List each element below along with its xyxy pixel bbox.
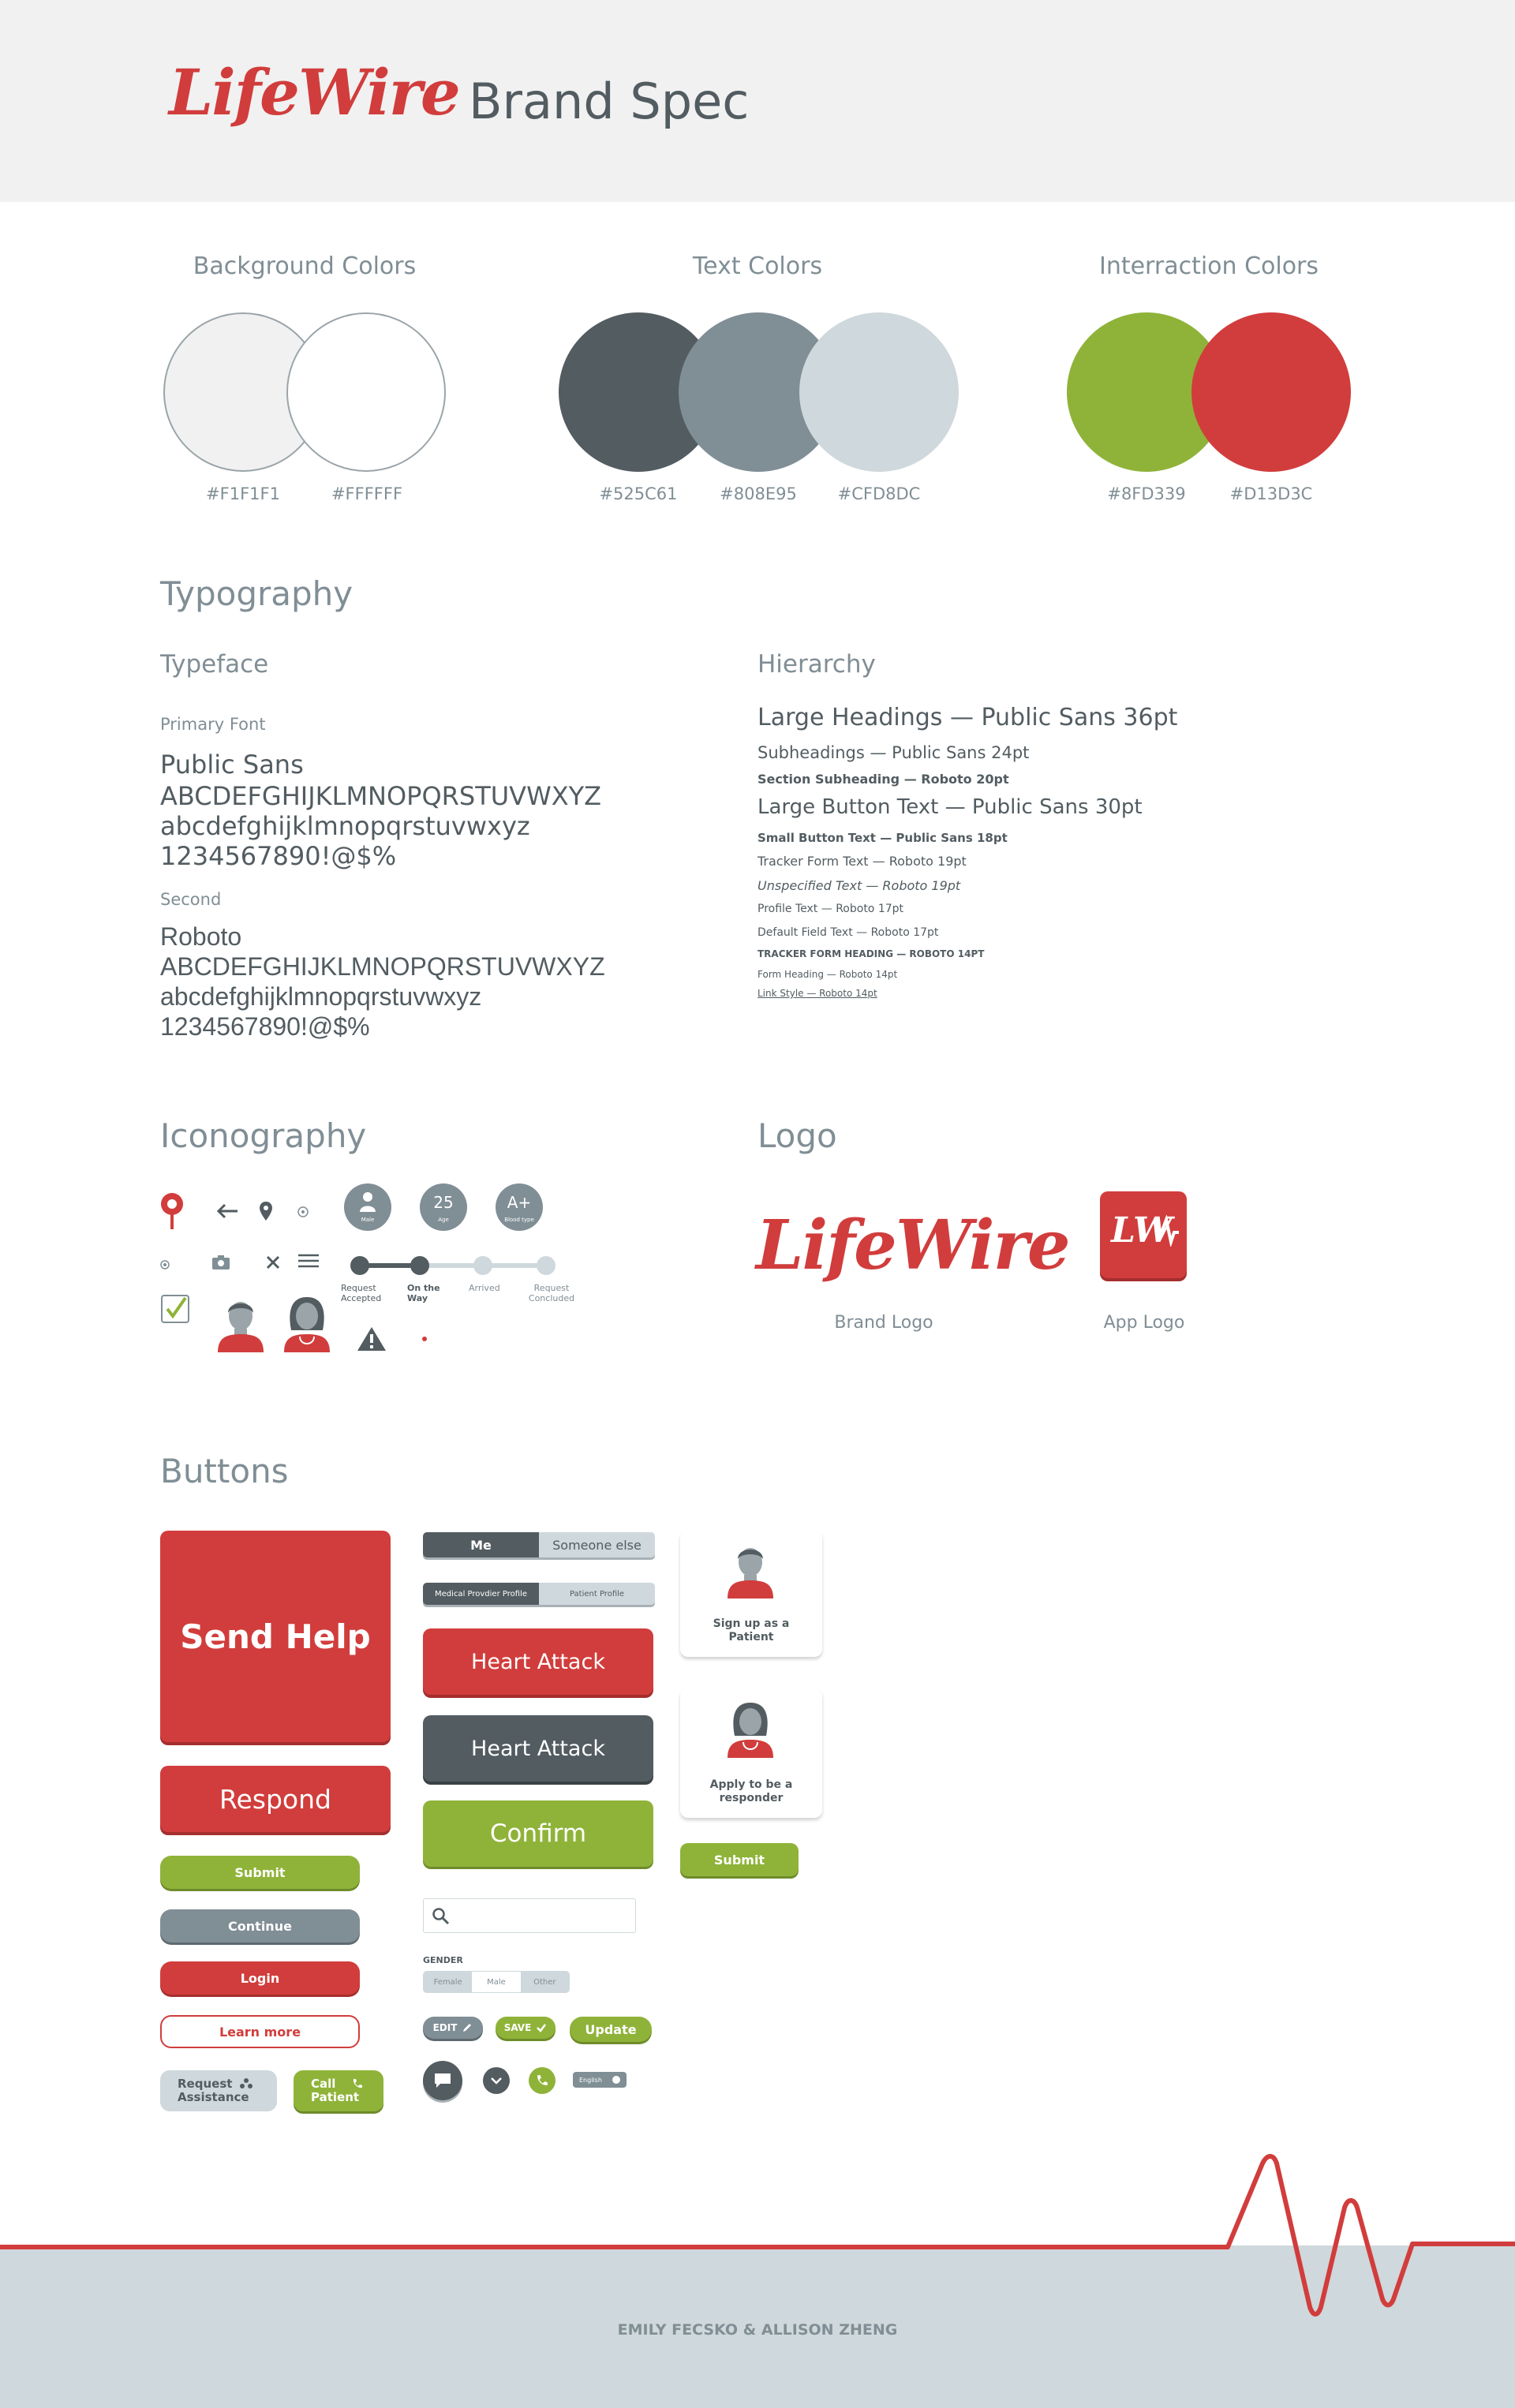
hex-label: #FFFFFF (331, 484, 403, 503)
badge-caption: Male (361, 1217, 375, 1223)
save-button[interactable] (496, 2017, 556, 2039)
interaction-colors-label: Interraction Colors (1098, 252, 1319, 280)
hex-label: #525C61 (599, 484, 678, 503)
step-label: Request Concluded (528, 1283, 575, 1303)
step-label: On the Way (407, 1283, 440, 1303)
gender-option-female[interactable]: Female (424, 1972, 472, 1992)
save-label: SAVE (503, 2022, 532, 2033)
signup-patient-card[interactable] (680, 1531, 822, 1657)
hierarchy-item: Section Subheading — Roboto 20pt (758, 772, 1009, 787)
hierarchy-item: Unspecified Text — Roboto 19pt (758, 878, 961, 893)
gender-option-other[interactable]: Other (521, 1972, 569, 1992)
badge-gender (344, 1183, 391, 1231)
hierarchy-item: Form Heading — Roboto 14pt (758, 969, 898, 980)
toggle-profile[interactable] (423, 1583, 655, 1605)
login-button[interactable]: Login (160, 1961, 360, 1995)
request-assistance-button[interactable] (160, 2070, 277, 2111)
badge-caption: Age (438, 1217, 449, 1223)
second-digits: 1234567890!@$% (160, 1012, 370, 1041)
gender-option-male[interactable]: Male (472, 1972, 520, 1992)
female-avatar-icon (724, 1699, 776, 1758)
close-icon (265, 1254, 281, 1270)
checkbox-checked-icon (160, 1294, 190, 1324)
text-colors-label: Text Colors (692, 252, 823, 280)
primary-uppercase: ABCDEFGHIJKLMNOPQRSTUVWXYZ (160, 781, 602, 811)
hierarchy-item: TRACKER FORM HEADING — ROBOTO 14PT (758, 948, 985, 959)
language-select[interactable] (573, 2072, 627, 2088)
hex-label: #D13D3C (1229, 484, 1313, 503)
phone-icon (536, 2074, 548, 2087)
request-assistance-label: Request Assistance (178, 2077, 249, 2104)
brand-logo-caption: Brand Logo (834, 1313, 933, 1333)
toggle-option-medical-provider[interactable]: Medical Provdier Profile (423, 1583, 539, 1605)
second-lowercase: abcdefghijklmnopqrstuvwxyz (160, 982, 482, 1011)
apply-responder-card[interactable] (680, 1688, 822, 1818)
phone-icon (352, 2078, 363, 2089)
primary-font-label: Primary Font (160, 715, 266, 734)
toggle-option-me[interactable]: Me (423, 1532, 539, 1557)
second-uppercase: ABCDEFGHIJKLMNOPQRSTUVWXYZ (160, 952, 605, 981)
swatch-text-3 (799, 312, 959, 472)
pencil-icon (462, 2022, 473, 2033)
hierarchy-label: Hierarchy (758, 650, 876, 679)
camera-icon (211, 1254, 230, 1270)
arrow-left-icon (215, 1202, 239, 1220)
heartbeat-icon (1155, 1215, 1179, 1247)
map-marker-icon (259, 1201, 273, 1221)
swatch-red (1191, 312, 1351, 472)
toggle-me-someone[interactable] (423, 1532, 655, 1557)
gender-label: GENDER (423, 1955, 463, 1965)
dropdown-toggle-button[interactable] (483, 2067, 510, 2094)
learn-more-button[interactable]: Learn more (160, 2015, 360, 2048)
logo-title: Logo (758, 1116, 837, 1155)
heart-attack-button-dark[interactable]: Heart Attack (423, 1715, 653, 1782)
background-colors-label: Background Colors (193, 252, 417, 280)
second-font-label: Second (160, 890, 222, 909)
language-label: English (579, 2076, 602, 2084)
page-title: Brand Spec (469, 73, 750, 130)
badge-value: 25 (433, 1193, 454, 1212)
hierarchy-item: Large Button Text — Public Sans 30pt (758, 795, 1143, 819)
app-logo (1100, 1191, 1187, 1278)
warning-icon (357, 1326, 387, 1352)
typography-title: Typography (160, 574, 354, 613)
badge-caption: Blood type (504, 1217, 534, 1223)
badge-blood-type (496, 1183, 543, 1231)
call-patient-button[interactable] (294, 2070, 383, 2111)
search-icon (432, 1907, 451, 1926)
respond-button[interactable]: Respond (160, 1766, 391, 1832)
location-pin-icon (158, 1190, 186, 1231)
search-input[interactable] (423, 1898, 636, 1933)
chat-button[interactable] (423, 2061, 462, 2100)
primary-lowercase: abcdefghijklmnopqrstuvwxyz (160, 811, 530, 841)
hierarchy-item: Tracker Form Text — Roboto 19pt (758, 854, 967, 869)
hierarchy-item: Link Style — Roboto 14pt (758, 988, 877, 999)
call-patient-label: Call Patient (311, 2077, 360, 2104)
target-small-icon (159, 1259, 170, 1270)
hex-label: #808E95 (720, 484, 797, 503)
second-font-name: Roboto (160, 922, 242, 951)
menu-icon (298, 1253, 319, 1269)
heartbeat-line (0, 2146, 1515, 2320)
step-label: Request Accepted (341, 1283, 382, 1303)
swatch-bg-2 (286, 312, 446, 472)
typeface-label: Typeface (160, 650, 269, 679)
signup-patient-label: Sign up as a Patient (713, 1617, 790, 1643)
group-icon (239, 2078, 253, 2089)
progress-tracker (344, 1253, 565, 1280)
red-dot-icon (422, 1337, 427, 1341)
heart-attack-button-red[interactable]: Heart Attack (423, 1628, 653, 1695)
toggle-option-patient[interactable]: Patient Profile (539, 1583, 655, 1605)
badge-age (420, 1183, 467, 1231)
buttons-title: Buttons (160, 1452, 289, 1490)
brand-logo: LifeWire (169, 55, 459, 129)
hierarchy-item: Subheadings — Public Sans 24pt (758, 743, 1030, 762)
call-button[interactable] (529, 2067, 556, 2094)
brand-logo-large: LifeWire (756, 1206, 1069, 1285)
target-icon (297, 1206, 309, 1218)
send-help-button[interactable]: Send Help (160, 1531, 391, 1742)
female-avatar-icon (281, 1294, 333, 1352)
primary-font-name: Public Sans (160, 750, 304, 780)
male-avatar-icon (215, 1297, 267, 1352)
edit-button[interactable] (423, 2017, 483, 2039)
chevron-down-icon (490, 2076, 503, 2085)
primary-digits: 1234567890!@$% (160, 841, 397, 871)
male-avatar-icon (724, 1543, 776, 1598)
hex-label: #F1F1F1 (206, 484, 280, 503)
toggle-option-someone-else[interactable]: Someone else (539, 1532, 655, 1557)
footer-credits: EMILY FECSKO & ALLISON ZHENG (617, 2321, 898, 2339)
confirm-button[interactable]: Confirm (423, 1800, 653, 1867)
check-icon (536, 2022, 547, 2033)
edit-label: EDIT (432, 2022, 458, 2033)
continue-button[interactable]: Continue (160, 1909, 360, 1942)
badge-value: A+ (507, 1193, 532, 1212)
apply-responder-label: Apply to be a responder (709, 1778, 793, 1804)
person-icon (359, 1191, 376, 1212)
submit-button[interactable]: Submit (160, 1856, 360, 1889)
language-close-icon (612, 2076, 620, 2084)
iconography-title: Iconography (160, 1116, 367, 1155)
step-label: Arrived (469, 1283, 500, 1293)
app-logo-caption: App Logo (1103, 1313, 1185, 1333)
chat-icon (433, 2072, 452, 2089)
hierarchy-item: Profile Text — Roboto 17pt (758, 903, 904, 915)
gender-selector[interactable] (423, 1971, 570, 1993)
hierarchy-item: Small Button Text — Public Sans 18pt (758, 831, 1008, 845)
app-logo-text: LW (1111, 1210, 1173, 1251)
hex-label: #8FD339 (1107, 484, 1186, 503)
hex-label: #CFD8DC (837, 484, 921, 503)
hierarchy-item: Default Field Text — Roboto 17pt (758, 926, 939, 939)
hierarchy-item: Large Headings — Public Sans 36pt (758, 704, 1178, 731)
card-submit-button[interactable]: Submit (680, 1843, 799, 1876)
update-button[interactable]: Update (570, 2017, 652, 2042)
header (0, 0, 1515, 202)
